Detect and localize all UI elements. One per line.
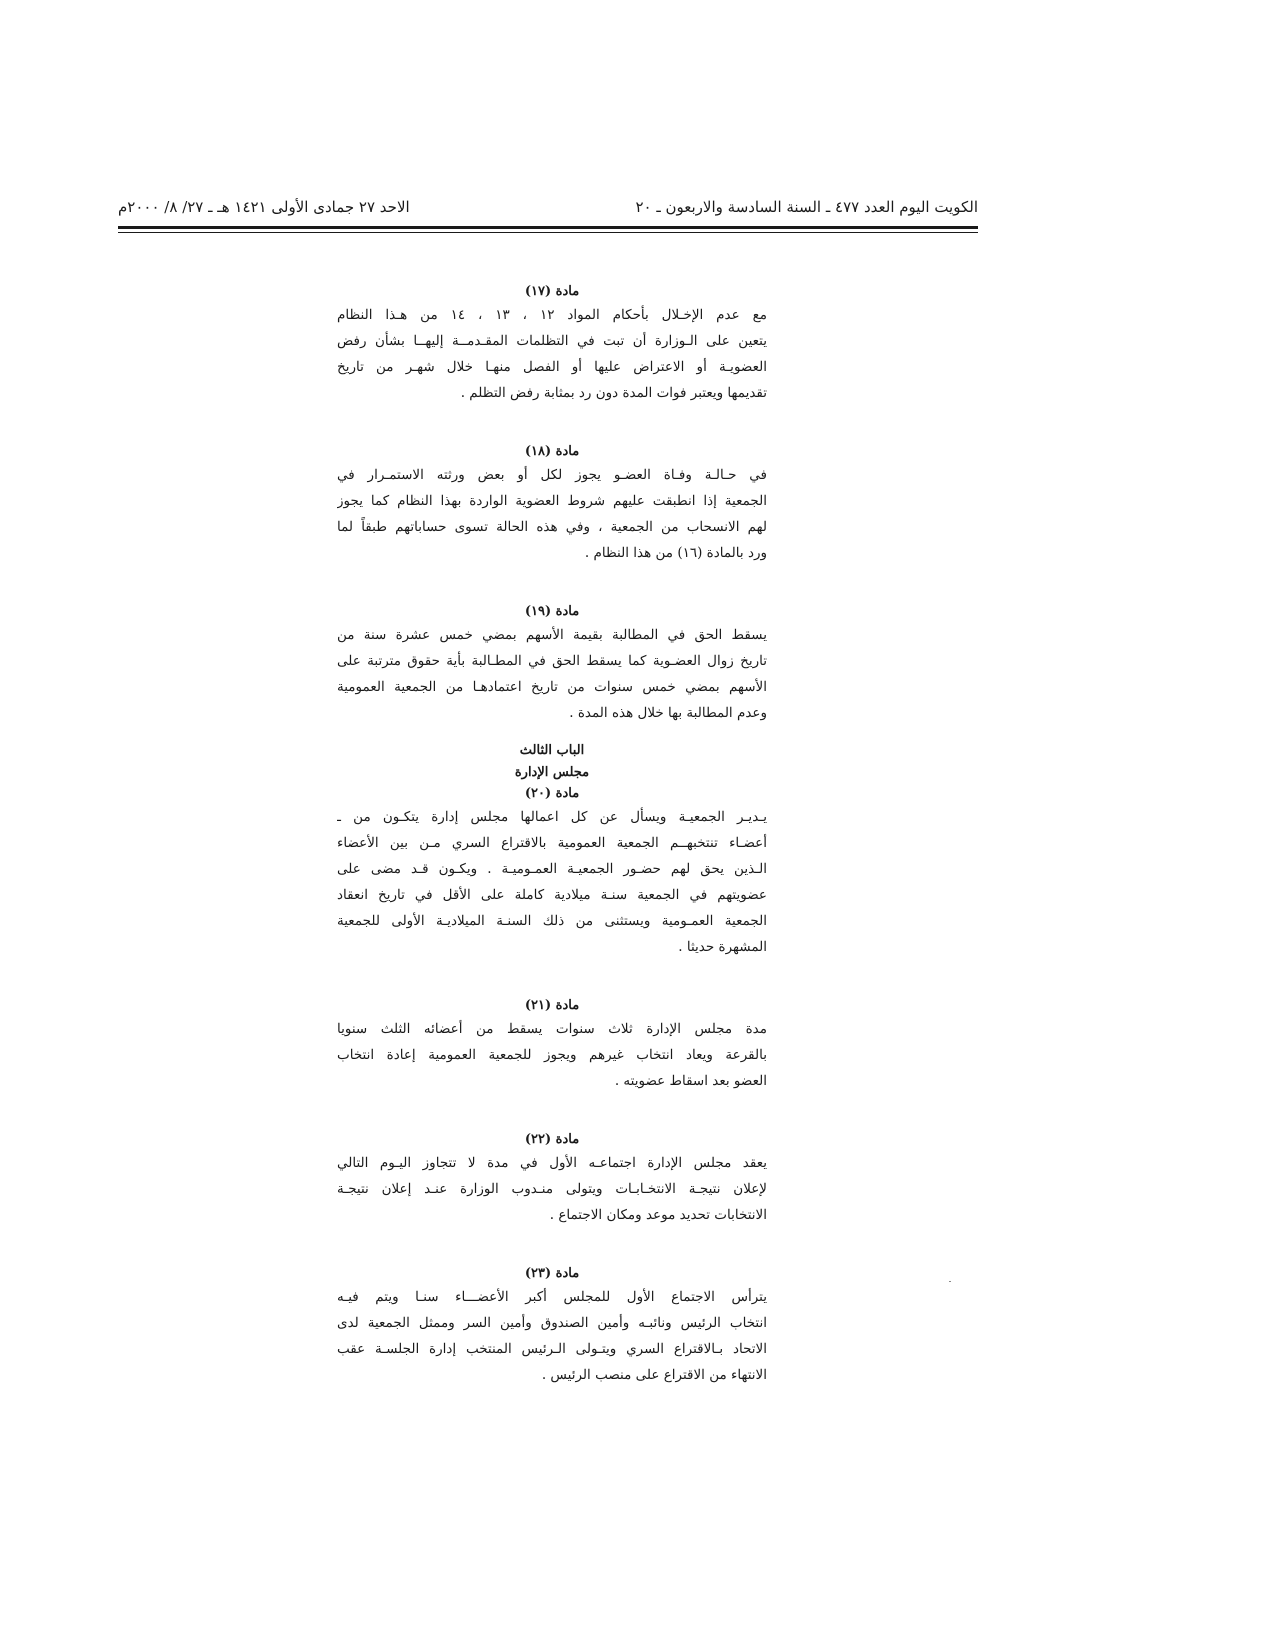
article-line: يـديـر الجمعيـة ويسأل عن كل اعمالها مجلس إدارة يتكـون من ـ bbox=[337, 809, 767, 825]
article-18 bbox=[337, 442, 767, 566]
article-line: الجمعية إذا انطبقت عليهم شروط العضوية الواردة بهذا النظام كما يجوز bbox=[337, 493, 767, 509]
article-line: تاريخ زوال العضـوية كما يسقط الحق في المطـالبة بأية حقوق مترتبة على bbox=[337, 653, 767, 669]
article-line: مدة مجلس الإدارة ثلاث سنوات يسقط من أعضائه الثلث سنويا bbox=[337, 1021, 767, 1037]
chapter-subtitle: مجلس الإدارة bbox=[514, 765, 590, 780]
article-line: يترأس الاجتماع الأول للمجلس أكبر الأعضـــاء سنـا ويتم فيـه bbox=[337, 1289, 767, 1305]
article-line: مع عدم الإخـلال بأحكام المواد ١٢ ، ١٣ ، ١٤ من هـذا النظام bbox=[337, 307, 767, 323]
article-line: لإعلان نتيجـة الانتخـابـات ويتولى منـدوب الوزارة عنـد إعلان نتيجـة bbox=[337, 1181, 767, 1197]
article-title: مادة (٢٢) bbox=[524, 1132, 580, 1147]
article-21 bbox=[337, 996, 767, 1094]
article-title: مادة (١٩) bbox=[524, 604, 580, 619]
article-line: في حـالـة وفـاة العضـو يجوز لكل أو بعض ورثته الاستمـرار في bbox=[337, 467, 767, 483]
article-title: مادة (٢٣) bbox=[524, 1266, 580, 1281]
article-line: الانتهاء من الاقتراع على منصب الرئيس . bbox=[541, 1367, 767, 1383]
article-line: الجمعية العمـومية ويستثنى من ذلك السنـة الميلاديـة الأولى للجمعية bbox=[337, 913, 767, 929]
article-line: يتعين على الـوزارة أن تبت في التظلمات المقـدمــة إليهــا بشأن رفض bbox=[337, 333, 767, 349]
article-line: بالقرعة ويعاد انتخاب غيرهم ويجوز للجمعية العمومية إعادة انتخاب bbox=[337, 1047, 767, 1063]
article-line: انتخاب الرئيس ونائبـه وأمين الصندوق وأمين السر وممثل الجمعية لدى bbox=[337, 1315, 767, 1331]
article-title: مادة (١٨) bbox=[524, 444, 580, 459]
article-17 bbox=[337, 282, 767, 406]
article-title: مادة (٢١) bbox=[524, 998, 580, 1013]
header-rule-thick bbox=[118, 226, 978, 229]
header-date: الاحد ٢٧ جمادى الأولى ١٤٢١ هـ ـ ٢٧/ ٨/ ٢٠٠٠م bbox=[118, 198, 410, 216]
article-line: يعقد مجلس الإدارة اجتماعـه الأول في مدة لا تتجاوز اليـوم التالي bbox=[337, 1155, 767, 1171]
article-line: ورد بالمادة (١٦) من هذا النظام . bbox=[584, 545, 767, 561]
article-line: المشهرة حديثا . bbox=[678, 939, 767, 955]
article-line: الاتحاد بـالاقتراع السري ويتـولى الـرئيس المنتخب إدارة الجلسـة عقب bbox=[337, 1341, 767, 1357]
page-header bbox=[118, 198, 978, 220]
article-20 bbox=[337, 784, 767, 960]
article-line: يسقط الحق في المطالبة بقيمة الأسهم بمضي خمس عشرة سنة من bbox=[337, 627, 767, 643]
article-line: عضويتهم في الجمعية سنـة ميلادية كاملة على الأقل في تاريخ انعقاد bbox=[337, 887, 767, 903]
article-line: لهم الانسحاب من الجمعية ، وفي هذه الحالة تسوى حساباتهم طبقاً لما bbox=[337, 519, 767, 535]
article-line: وعدم المطالبة بها خلال هذه المدة . bbox=[569, 705, 767, 721]
scan-speck bbox=[949, 1281, 951, 1282]
articles-column bbox=[337, 282, 767, 1388]
article-line: تقديمها ويعتبر فوات المدة دون رد بمثابة رفض التظلم . bbox=[460, 385, 767, 401]
article-title: مادة (١٧) bbox=[524, 284, 580, 299]
article-title: مادة (٢٠) bbox=[524, 786, 580, 801]
article-line: العضويـة أو الاعتراض عليها أو الفصل منهـا خلال شهـر من تاريخ bbox=[337, 359, 767, 375]
article-line: الانتخابات تحديد موعد ومكان الاجتماع . bbox=[549, 1207, 767, 1223]
article-line: الأسهم بمضي خمس سنوات من تاريخ اعتمادهـا من الجمعية العمومية bbox=[337, 679, 767, 695]
article-line: الـذين يحق لهم حضـور الجمعيـة العمـوميـة . ويكـون قـد مضى على bbox=[337, 861, 767, 877]
header-rule-thin bbox=[118, 232, 978, 233]
article-19 bbox=[337, 602, 767, 726]
article-line: أعضـاء تنتخبهــم الجمعية العمومية بالاقتراع السري مـن بين الأعضاء bbox=[337, 835, 767, 851]
article-22 bbox=[337, 1130, 767, 1228]
article-23 bbox=[337, 1264, 767, 1388]
chapter-title: الباب الثالث bbox=[519, 743, 585, 758]
header-issue-info: الكويت اليوم العدد ٤٧٧ ـ السنة السادسة والاربعون ـ ٢٠ bbox=[635, 198, 978, 216]
article-line: العضو بعد اسقاط عضويته . bbox=[614, 1073, 767, 1089]
